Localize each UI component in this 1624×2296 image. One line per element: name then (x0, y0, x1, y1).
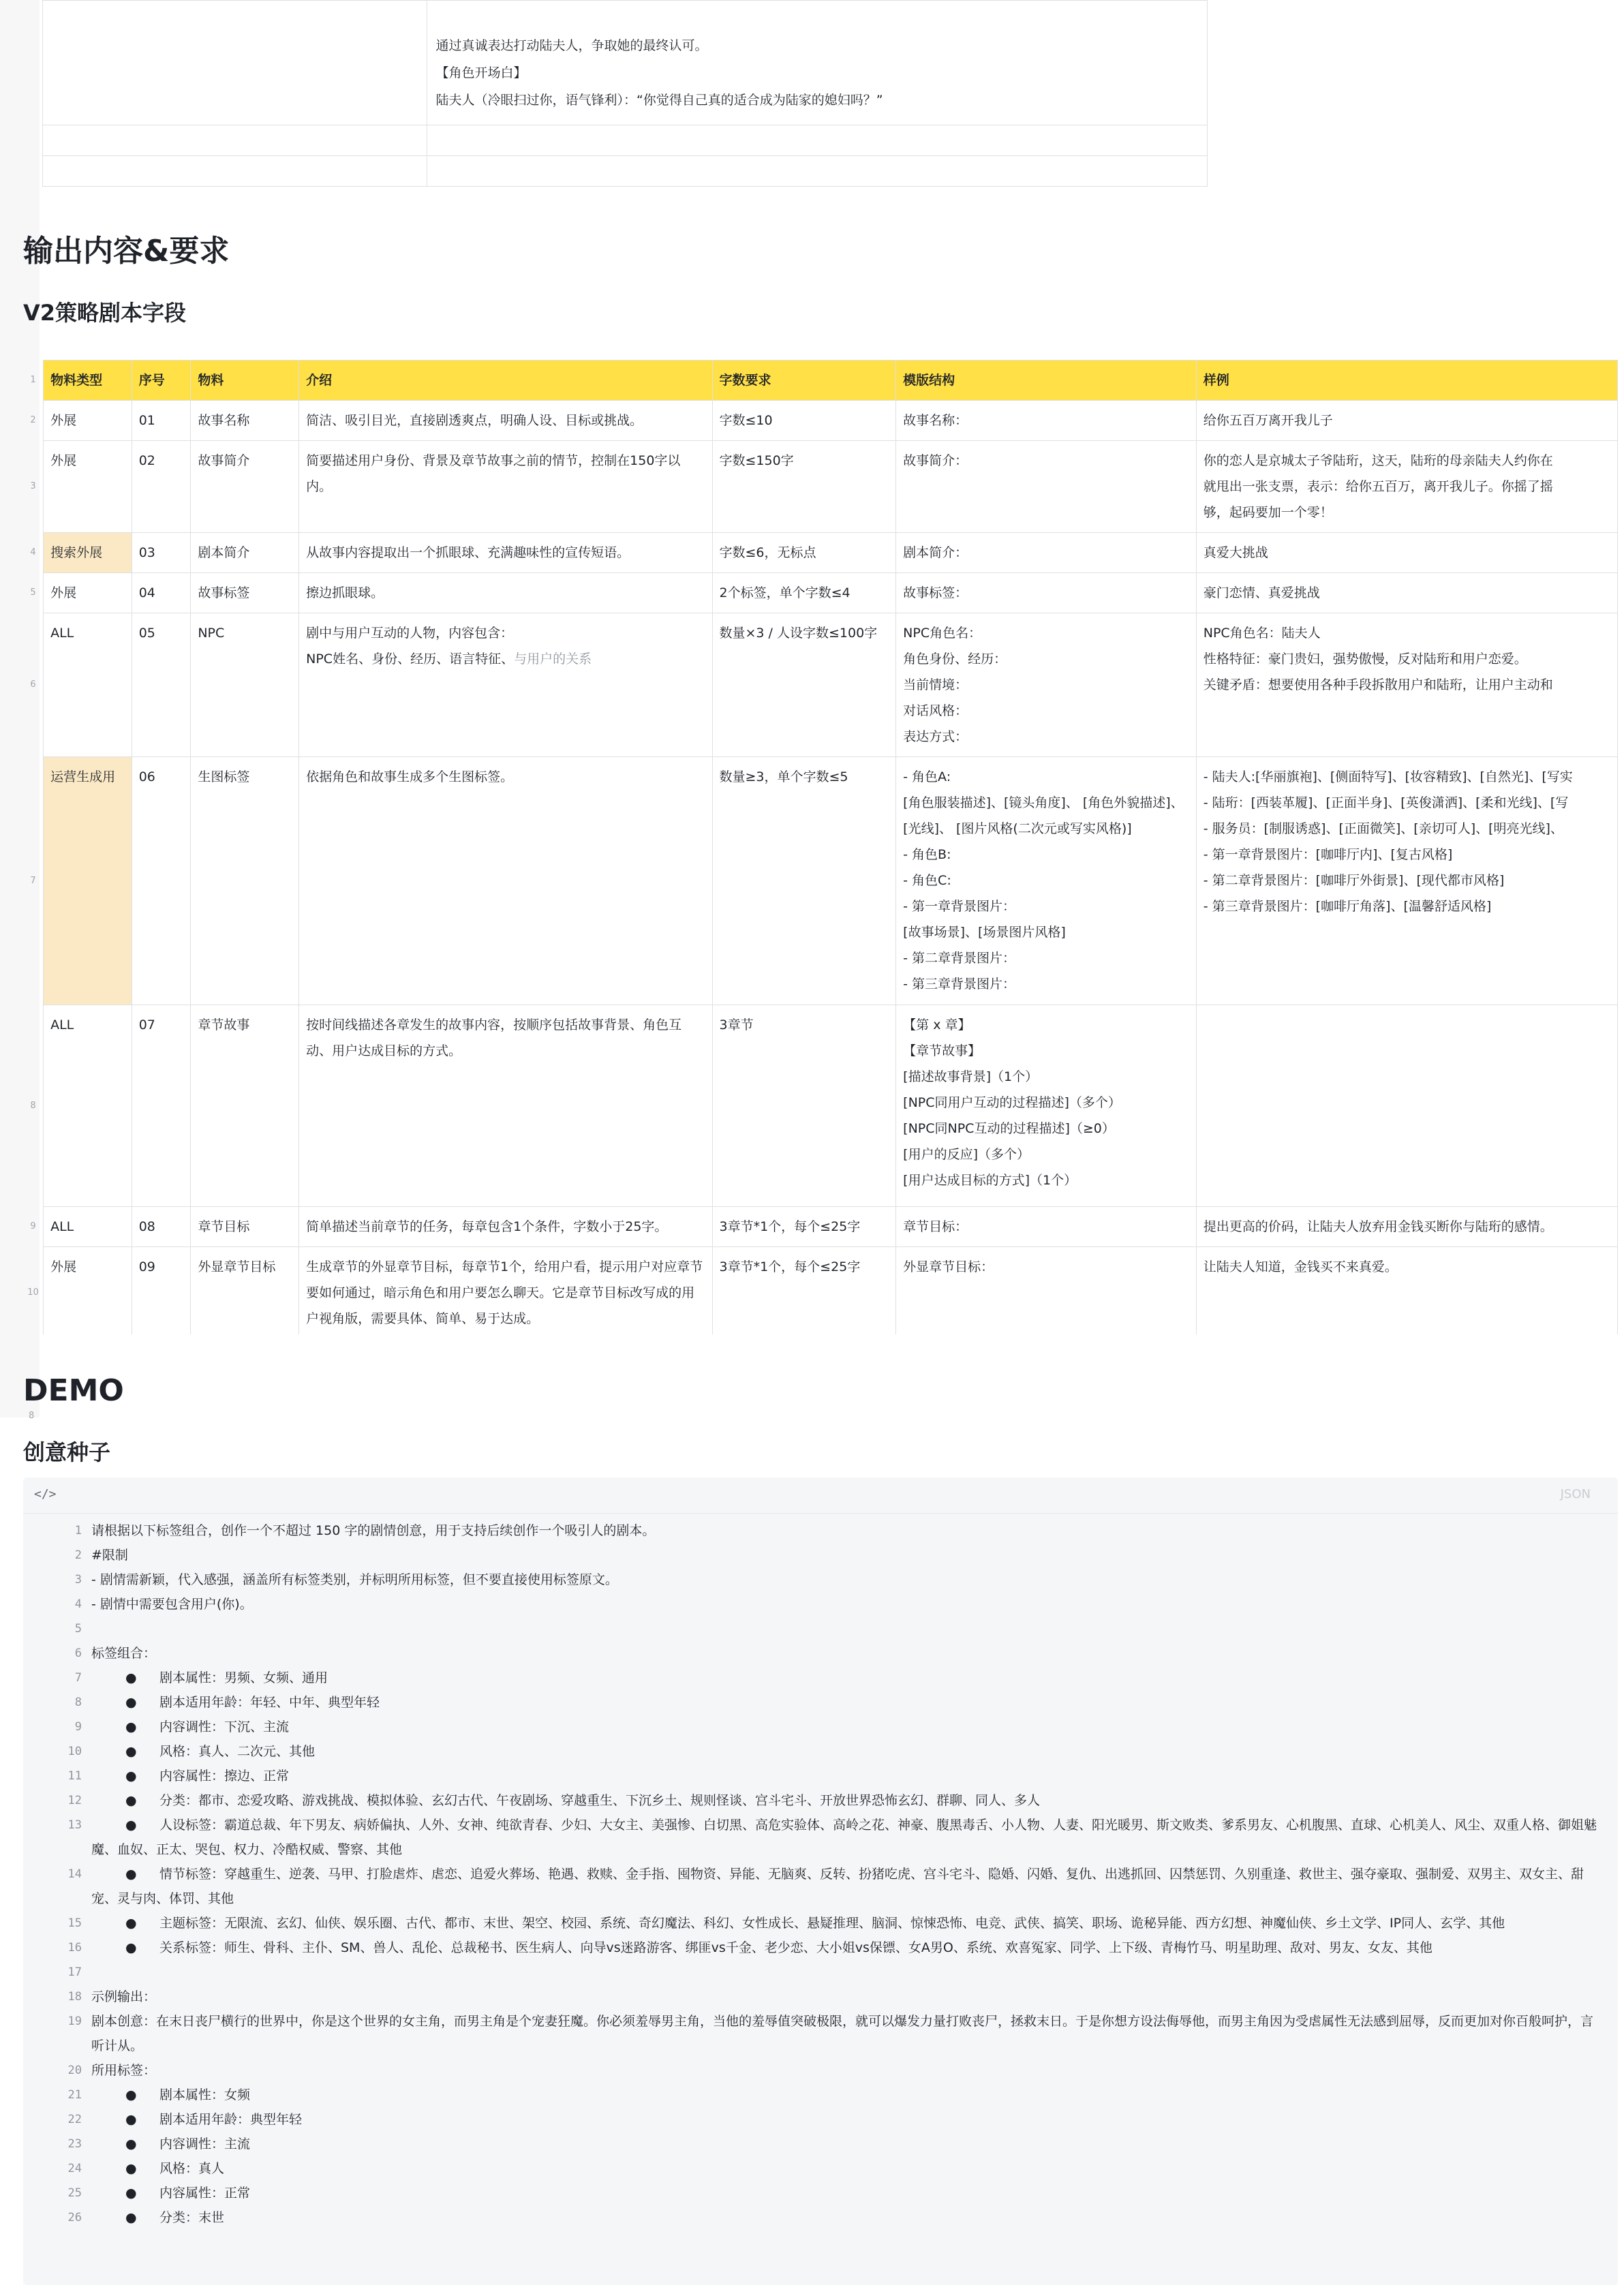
intro-line: 简要描述用户身份、背景及章节故事之前的情节，控制在150字以内。 (306, 453, 681, 494)
sample-line: 关键矛盾：想要使用各种手段拆散用户和陆珩，让用户主动和 (1203, 677, 1553, 692)
code-line (23, 1641, 1618, 1666)
template-line: 故事名称： (903, 413, 968, 428)
cell-word-limit: 2个标签，单个字数≤4 (712, 573, 896, 613)
code-line (23, 1911, 1618, 1935)
code-line (23, 1960, 1618, 1985)
template-line: [NPC同NPC互动的过程描述]（≥0） (903, 1121, 1115, 1136)
top-cell-empty (43, 1, 427, 125)
code-line (23, 2181, 1618, 2205)
cell-intro (299, 757, 712, 1005)
table-body (23, 401, 1618, 1335)
field-table-wrapper[interactable] (23, 360, 1618, 1334)
intro-line: NPC姓名、身份、经历、语言特征、 (306, 652, 515, 667)
row-number: 10 (27, 1287, 39, 1298)
code-line (23, 1518, 1618, 1543)
template-line: 故事标签： (903, 585, 968, 600)
template-line: [故事场景]、[场景图片风格] (903, 925, 1066, 940)
cell-word-limit: 数量×3 / 人设字数≤100字 (712, 613, 896, 757)
cell-number: 05 (132, 613, 191, 757)
template-line: [用户达成目标的方式]（1个） (903, 1173, 1077, 1188)
bullet-dot-icon: ● (125, 1695, 137, 1710)
line-number: 18 (67, 1990, 82, 2004)
code-body (23, 1518, 1618, 2230)
code-text: - 剧情需新颖，代入感强，涵盖所有标签类别，并标明所用标签，但不要直接使用标签原文。 (91, 1572, 618, 1587)
template-line: 外显章节目标： (903, 1259, 994, 1274)
top-table-row (43, 125, 1208, 156)
code-line (23, 1739, 1618, 1764)
intro-line: 剧中与用户互动的人物，内容包含： (306, 626, 514, 641)
line-number: 13 (67, 1818, 82, 1832)
row-number: 7 (30, 875, 36, 886)
row-number: 8 (29, 1411, 35, 1421)
top-cell-empty (43, 125, 427, 156)
row-number: 6 (30, 679, 36, 690)
code-text: 内容属性：正常 (159, 2186, 251, 2201)
table-row (23, 1005, 1618, 1207)
line-number: 17 (67, 1965, 82, 1979)
top-cell-empty (43, 156, 427, 187)
cell-intro (299, 1207, 712, 1247)
code-block-header (23, 1478, 1618, 1514)
bullet-dot-icon: ● (125, 2087, 137, 2102)
cell-word-limit: 3章节*1个，每个≤25字 (712, 1247, 896, 1335)
code-text: 示例输出： (91, 1989, 157, 2004)
table-row (23, 533, 1618, 573)
code-text: 内容调性：主流 (159, 2137, 251, 2152)
code-text: 风格：真人 (159, 2161, 225, 2176)
bullet-dot-icon: ● (125, 2112, 137, 2127)
cell-type: 外展 (44, 401, 132, 441)
intro-muted-text: 与用户的关系 (514, 652, 592, 667)
sample-line: 够，起码要加一个零！ (1203, 505, 1333, 520)
code-text: 关系标签：师生、骨科、主仆、SM、兽人、乱伦、总裁秘书、医生病人、向导vs迷路游客、绑匪vs千金、老少恋、大小姐vs保镖、女A男O、系统、欢喜冤家、同学、上下级、青梅竹马、明星助理、敌对、男友、女友、其他 (159, 1940, 1433, 1955)
code-line (23, 1985, 1618, 2009)
row-number: 4 (30, 547, 36, 557)
code-language-label[interactable]: JSON (1560, 1487, 1591, 1501)
line-number: 4 (74, 1597, 82, 1611)
code-text: 剧本属性：男频、女频、通用 (159, 1670, 328, 1685)
code-line (23, 1764, 1618, 1788)
top-cell-content (427, 1, 1208, 125)
code-text: 风格：真人、二次元、其他 (159, 1744, 316, 1759)
line-number: 25 (67, 2186, 82, 2200)
code-text: 分类：末世 (159, 2210, 225, 2225)
cell-number: 08 (132, 1207, 191, 1247)
bullet-dot-icon: ● (125, 2186, 137, 2201)
code-text: 剧本属性：女频 (159, 2087, 251, 2102)
cell-template (896, 401, 1197, 441)
cell-sample (1196, 401, 1617, 441)
template-line: NPC角色名： (903, 626, 982, 641)
code-line (23, 2132, 1618, 2156)
table-row (23, 573, 1618, 613)
field-table (23, 360, 1618, 1334)
cell-item: 生图标签 (191, 757, 299, 1005)
line-number: 1 (74, 1524, 82, 1537)
sample-line: 豪门恋情、真爱挑战 (1203, 585, 1320, 600)
sample-line: 真爱大挑战 (1203, 545, 1268, 560)
sample-line: - 陆珩：[西装革履]、[正面半身]、[英俊潇洒]、[柔和光线]、[写 (1203, 795, 1569, 810)
code-text: 剧本适用年龄：典型年轻 (159, 2112, 303, 2127)
cell-number: 07 (132, 1005, 191, 1207)
code-block[interactable] (23, 1478, 1618, 2285)
cell-number: 06 (132, 757, 191, 1005)
cell-type: ALL (44, 613, 132, 757)
cell-intro (299, 1247, 712, 1335)
line-number: 7 (74, 1671, 82, 1685)
line-number: 8 (74, 1696, 82, 1709)
code-text: 人设标签：霸道总裁、年下男友、病娇偏执、人外、女神、纯欲青春、少妇、大女主、美强惨、白切黑、高危实验体、高岭之花、神豪、腹黑毒舌、小人物、人妻、阳光暖男、斯文败类、爹系男友、心机腹黑、直球、心机美人、风尘、双重人格、御姐魅魔、血奴、正太、哭包、权力、冷酷权威、警察、其他 (91, 1818, 1597, 1857)
code-text: 标签组合： (91, 1646, 157, 1661)
code-text: 内容属性：擦边、正常 (159, 1769, 290, 1784)
cell-type: ALL (44, 1005, 132, 1207)
line-number: 19 (67, 2015, 82, 2028)
code-text: 分类：都市、恋爱攻略、游戏挑战、模拟体验、玄幻古代、午夜剧场、穿越重生、下沉乡土、规则怪谈、宫斗宅斗、开放世界恐怖玄幻、群聊、同人、多人 (159, 1793, 1041, 1808)
code-icon[interactable]: </> (34, 1487, 57, 1501)
cell-item: 剧本简介 (191, 533, 299, 573)
cell-item: 故事名称 (191, 401, 299, 441)
template-line: 角色身份、经历： (903, 652, 1007, 667)
cell-template (896, 1247, 1197, 1335)
template-line: [NPC同用户互动的过程描述]（多个） (903, 1095, 1121, 1110)
sample-line: 给你五百万离开我儿子 (1203, 413, 1333, 428)
cell-item: 故事简介 (191, 441, 299, 533)
template-line: - 角色C: (903, 873, 951, 888)
cell-template (896, 757, 1197, 1005)
template-line: 当前情境： (903, 677, 968, 692)
bullet-dot-icon: ● (125, 1793, 137, 1808)
template-line: 剧本简介： (903, 545, 968, 560)
cell-sample (1196, 533, 1617, 573)
bullet-dot-icon: ● (125, 1670, 137, 1685)
code-line (23, 1813, 1618, 1862)
cell-template (896, 441, 1197, 533)
top-line: 通过真诚表达打动陆夫人，争取她的最终认可。 (435, 38, 708, 53)
line-number: 3 (74, 1573, 82, 1587)
intro-line: 简洁、吸引目光，直接剧透爽点，明确人设、目标或挑战。 (306, 413, 643, 428)
code-text: 剧本创意：在末日丧尸横行的世界中，你是这个世界的女主角，而男主角是个宠妻狂魔。你必须羞辱男主角，当他的羞辱值突破极限，就可以爆发力量打败丧尸，拯救末日。于是你想方设法侮辱他，而男主角因为受虐属性无法感到屈辱，反而更加对你百般呵护，言听计从。 (91, 2014, 1594, 2053)
table-row (23, 1207, 1618, 1247)
table-header-row (23, 361, 1618, 401)
cell-sample (1196, 757, 1617, 1005)
bullet-dot-icon: ● (125, 1867, 137, 1882)
cell-type: 外展 (44, 441, 132, 533)
cell-type: 外展 (44, 573, 132, 613)
intro-line: 从故事内容提取出一个抓眼球、充满趣味性的宣传短语。 (306, 545, 630, 560)
code-line (23, 2107, 1618, 2132)
cell-number: 03 (132, 533, 191, 573)
cell-intro (299, 1005, 712, 1207)
template-line: [描述故事背景]（1个） (903, 1069, 1039, 1084)
cell-template (896, 1005, 1197, 1207)
sample-line: - 陆夫人:[华丽旗袍]、[侧面特写]、[妆容精致]、[自然光]、[写实 (1203, 769, 1573, 784)
header-cell: 模版结构 (896, 361, 1197, 401)
top-line: 陆夫人（冷眼扫过你，语气锋利）：“你觉得自己真的适合成为陆家的媳妇吗？” (435, 93, 883, 108)
cell-template (896, 1207, 1197, 1247)
line-number: 14 (67, 1867, 82, 1881)
code-line (23, 1666, 1618, 1690)
cell-item: 章节目标 (191, 1207, 299, 1247)
cell-intro (299, 613, 712, 757)
sample-line: - 第一章背景图片：[咖啡厅内]、[复古风格] (1203, 847, 1453, 862)
code-text: 主题标签：无限流、玄幻、仙侠、娱乐圈、古代、都市、末世、架空、校园、系统、奇幻魔法、科幻、女性成长、悬疑推理、脑洞、惊悚恐怖、电竞、武侠、搞笑、职场、诡秘异能、西方幻想、神魔仙侠、乡土文学、IP同人、玄学、其他 (159, 1916, 1505, 1931)
sample-line: 性格特征：豪门贵妇，强势傲慢，反对陆珩和用户恋爱。 (1203, 652, 1527, 667)
line-number: 16 (67, 1941, 82, 1955)
template-line: 【章节故事】 (903, 1043, 981, 1058)
cell-word-limit: 数量≥3，单个字数≤5 (712, 757, 896, 1005)
section-subtitle-v2: V2策略剧本字段 (23, 300, 187, 326)
sample-line: - 第二章背景图片：[咖啡厅外街景]、[现代都市风格] (1203, 873, 1505, 888)
code-line (23, 1567, 1618, 1592)
code-line (23, 1690, 1618, 1715)
cell-intro (299, 533, 712, 573)
section-subtitle-seed: 创意种子 (23, 1439, 111, 1465)
template-line: - 第二章背景图片： (903, 951, 1016, 966)
intro-line: 按时间线描述各章发生的故事内容，按顺序包括故事背景、角色互动、用户达成目标的方式。 (306, 1017, 682, 1058)
code-line (23, 2205, 1618, 2230)
template-line: [角色服装描述]、[镜头角度]、 [角色外貌描述]、[光线]、 [图片风格(二次元或写实风格)] (903, 795, 1184, 836)
cell-item: 故事标签 (191, 573, 299, 613)
bullet-dot-icon: ● (125, 2210, 137, 2225)
sample-line: 让陆夫人知道，金钱买不来真爱。 (1203, 1259, 1398, 1274)
cell-sample (1196, 1247, 1617, 1335)
template-line: - 角色B: (903, 847, 951, 862)
line-number: 21 (67, 2088, 82, 2102)
line-number: 20 (67, 2064, 82, 2077)
code-line (23, 2009, 1618, 2058)
sample-line: 提出更高的价码，让陆夫人放弃用金钱买断你与陆珩的感情。 (1203, 1219, 1553, 1234)
bullet-dot-icon: ● (125, 1916, 137, 1931)
intro-line: 简单描述当前章节的任务，每章包含1个条件，字数小于25字。 (306, 1219, 668, 1234)
cell-template (896, 533, 1197, 573)
bullet-dot-icon: ● (125, 1818, 137, 1833)
cell-sample (1196, 1207, 1617, 1247)
line-number: 9 (74, 1720, 82, 1734)
table-row (23, 1247, 1618, 1335)
cell-type: ALL (44, 1207, 132, 1247)
header-cell: 物料类型 (44, 361, 132, 401)
code-text: - 剧情中需要包含用户(你)。 (91, 1597, 253, 1612)
section-title-demo: DEMO (23, 1373, 124, 1408)
row-number: 5 (30, 587, 36, 598)
template-line: - 角色A: (903, 769, 951, 784)
line-number: 11 (67, 1769, 82, 1783)
top-table-fragment (42, 0, 1208, 187)
section-title-output: 输出内容&要求 (23, 234, 230, 269)
top-table-row (43, 156, 1208, 187)
cell-type: 运营生成用 (44, 757, 132, 1005)
cell-sample (1196, 613, 1617, 757)
cell-item: 外显章节目标 (191, 1247, 299, 1335)
cell-sample (1196, 573, 1617, 613)
row-number: 3 (30, 481, 36, 491)
line-number: 26 (67, 2211, 82, 2224)
top-cell-empty (427, 125, 1208, 156)
code-line (23, 1715, 1618, 1739)
table-row (23, 757, 1618, 1005)
cell-number: 09 (132, 1247, 191, 1335)
line-number: 6 (74, 1647, 82, 1660)
template-line: [用户的反应]（多个） (903, 1147, 1030, 1162)
code-line (23, 2083, 1618, 2107)
code-line (23, 1935, 1618, 1960)
cell-item: NPC (191, 613, 299, 757)
code-text: 情节标签：穿越重生、逆袭、马甲、打脸虐炸、虐恋、追爱火葬场、艳遇、救赎、金手指、囤物资、异能、无脑爽、反转、扮猪吃虎、宫斗宅斗、隐婚、闪婚、复仇、出逃抓回、囚禁惩罚、久别重逢、救世主、强夺豪取、强制爱、双男主、双女主、甜宠、灵与肉、体罚、其他 (91, 1867, 1584, 1906)
cell-sample (1196, 441, 1617, 533)
row-number: 2 (30, 415, 36, 425)
template-line: 故事简介： (903, 453, 968, 468)
cell-intro (299, 401, 712, 441)
line-number: 23 (67, 2137, 82, 2151)
header-cell: 物料 (191, 361, 299, 401)
code-text: 内容调性：下沉、主流 (159, 1719, 290, 1734)
intro-line: 依据角色和故事生成多个生图标签。 (306, 769, 514, 784)
code-line (23, 2156, 1618, 2181)
cell-intro (299, 441, 712, 533)
bullet-dot-icon: ● (125, 1769, 137, 1784)
bullet-dot-icon: ● (125, 2161, 137, 2176)
line-number: 24 (67, 2162, 82, 2175)
line-number: 10 (67, 1745, 82, 1758)
row-number: 1 (30, 375, 36, 385)
sample-line: NPC角色名：陆夫人 (1203, 626, 1321, 641)
cell-number: 04 (132, 573, 191, 613)
cell-word-limit: 字数≤10 (712, 401, 896, 441)
cell-template (896, 613, 1197, 757)
code-text: 剧本适用年龄：年轻、中年、典型年轻 (159, 1695, 380, 1710)
code-line (23, 2058, 1618, 2083)
intro-line: 擦边抓眼球。 (306, 585, 384, 600)
sample-line: 就甩出一张支票，表示：给你五百万，离开我儿子。你摇了摇 (1203, 479, 1553, 494)
bullet-dot-icon: ● (125, 1940, 137, 1955)
code-text: 请根据以下标签组合，创作一个不超过 150 字的剧情创意，用于支持后续创作一个吸引人的剧本。 (91, 1523, 656, 1538)
code-line (23, 1592, 1618, 1617)
code-text: 所用标签： (91, 2063, 157, 2078)
line-number: 15 (67, 1916, 82, 1930)
header-cell: 序号 (132, 361, 191, 401)
sample-line: 你的恋人是京城太子爷陆珩，这天，陆珩的母亲陆夫人约你在 (1203, 453, 1553, 468)
cell-template (896, 573, 1197, 613)
line-number: 12 (67, 1794, 82, 1807)
template-line: 【第 x 章】 (903, 1017, 971, 1032)
cell-word-limit: 3章节 (712, 1005, 896, 1207)
row-number: 8 (30, 1100, 36, 1111)
code-line (23, 1862, 1618, 1911)
cell-number: 01 (132, 401, 191, 441)
code-line (23, 1617, 1618, 1641)
bullet-dot-icon: ● (125, 1744, 137, 1759)
bullet-dot-icon: ● (125, 2137, 137, 2152)
code-line (23, 1788, 1618, 1813)
top-cell-empty (427, 156, 1208, 187)
sample-line: - 第三章背景图片：[咖啡厅角落]、[温馨舒适风格] (1203, 899, 1492, 914)
cell-type: 搜索外展 (44, 533, 132, 573)
template-line: - 第三章背景图片： (903, 977, 1016, 992)
row-number: 9 (30, 1221, 36, 1231)
code-text: #限制 (91, 1548, 128, 1563)
template-line: 表达方式： (903, 729, 968, 744)
line-number: 22 (67, 2113, 82, 2126)
table-row (23, 441, 1618, 533)
header-cell: 字数要求 (712, 361, 896, 401)
cell-word-limit: 字数≤6，无标点 (712, 533, 896, 573)
cell-type: 外展 (44, 1247, 132, 1335)
top-table-row (43, 1, 1208, 125)
template-line: - 第一章背景图片： (903, 899, 1016, 914)
header-cell: 样例 (1196, 361, 1617, 401)
cell-item: 章节故事 (191, 1005, 299, 1207)
table-row (23, 401, 1618, 441)
top-line: 【角色开场白】 (435, 65, 527, 80)
template-line: 对话风格： (903, 703, 968, 718)
sample-line: - 服务员：[制服诱惑]、[正面微笑]、[亲切可人]、[明亮光线]、 (1203, 821, 1563, 836)
template-line: 章节目标： (903, 1219, 968, 1234)
cell-number: 02 (132, 441, 191, 533)
line-number: 5 (74, 1622, 82, 1636)
table-row (23, 613, 1618, 757)
cell-word-limit: 字数≤150字 (712, 441, 896, 533)
code-line (23, 1543, 1618, 1567)
cell-sample (1196, 1005, 1617, 1207)
cell-word-limit: 3章节*1个，每个≤25字 (712, 1207, 896, 1247)
cell-intro (299, 573, 712, 613)
intro-line: 生成章节的外显章节目标，每章节1个，给用户看，提示用户对应章节要如何通过，暗示角色和用户要怎么聊天。它是章节目标改写成的用户视角版，需要具体、简单、易于达成。 (306, 1259, 703, 1326)
line-number: 2 (74, 1548, 82, 1562)
bullet-dot-icon: ● (125, 1719, 137, 1734)
header-cell: 介绍 (299, 361, 712, 401)
